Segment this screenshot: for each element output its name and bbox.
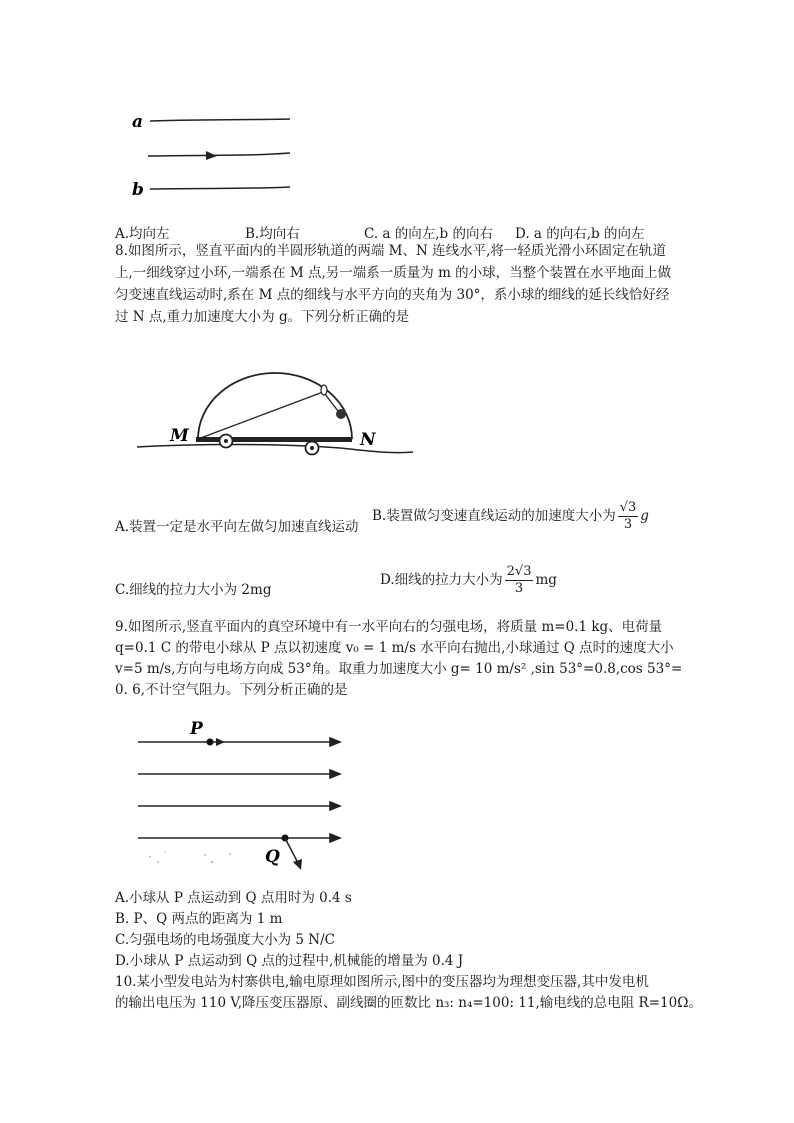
figure-q8-semicircle-track — [130, 365, 420, 465]
wire-b — [150, 187, 290, 189]
label-a: a — [132, 112, 144, 132]
fraction-sqrt3-over-3: $\frac{√3}{3}$ — [619, 500, 637, 532]
string-from-m — [198, 392, 323, 439]
q7-option-b: B.均向右 — [245, 226, 300, 242]
arrow-right-icon — [330, 738, 340, 746]
fraction-2sqrt3-over-3: $\frac{2√3}{3}$ — [506, 564, 532, 596]
q7-option-d: D. a 的向右,b 的向左 — [515, 226, 645, 242]
arrow-right-icon — [206, 151, 217, 160]
q9-line-4: 0. 6,不计空气阻力。下列分析正确的是 — [115, 682, 348, 698]
q8-line-4: 过 N 点,重力加速度大小为 g。下列分析正确的是 — [115, 309, 410, 325]
q9-line-2: q=0.1 C 的带电小球从 P 点以初速度 v₀ = 1 m/s 水平向右抛出,小球通过 Q 点时的速度大小 — [115, 640, 674, 656]
q7-option-a: A.均向左 — [115, 226, 170, 242]
q9-option-c: C.匀强电场的电场强度大小为 5 N/C — [115, 932, 336, 948]
q8-option-d: D.细线的拉力大小为 $\frac{2√3}{3}$ mg — [380, 564, 557, 596]
arrow-down-right-icon — [293, 859, 302, 870]
velocity-at-q — [285, 838, 298, 863]
q7-option-c: C. a 的向左,b 的向右 — [364, 226, 493, 242]
q9-line-3: v=5 m/s,方向与电场方向成 53°角。取重力加速度大小 g= 10 m/s² ,sin 53°=0.8,cos 53°= — [115, 661, 683, 677]
q10-line-2: 的输出电压为 110 V,降压变压器原、副线圈的匝数比 n₃: n₄=100: 11,输电线的总电阻 R=10Ω。 — [115, 995, 702, 1011]
scan-speckles — [149, 851, 231, 863]
q10-line-1: 10.某小型发电站为村寨供电,输电原理如图所示,图中的变压器均为理想变压器,其中发电机 — [115, 974, 649, 990]
q9-option-a: A.小球从 P 点运动到 Q 点用时为 0.4 s — [115, 890, 352, 906]
small-ring — [321, 385, 327, 395]
q8-line-1: 8.如图所示，竖直平面内的半圆形轨道的两端 M、N 连线水平,将一轻质光滑小环固定在轨道 — [115, 243, 666, 259]
q8-line-3: 匀变速直线运动时,系在 M 点的细线与水平方向的夹角为 30°，系小球的细线的延长线恰好经 — [115, 287, 670, 303]
initial-velocity-arrow-icon — [216, 738, 225, 746]
q8-option-a: A.装置一定是水平向左做匀加速直线运动 — [115, 519, 359, 535]
wire-a — [150, 119, 290, 121]
q9-line-1: 9.如图所示,竖直平面内的真空环境中有一水平向右的匀强电场，将质量 m=0.1 kg、电荷量 — [115, 619, 663, 635]
figure-q9-electric-field — [130, 712, 350, 877]
point-p — [207, 739, 214, 746]
ball — [336, 409, 346, 419]
label-q: Q — [265, 847, 280, 867]
arrow-right-icon — [330, 770, 340, 778]
q8-option-b: B.装置做匀变速直线运动的加速度大小为 $\frac{√3}{3}$ g — [372, 500, 649, 532]
arrow-right-icon — [330, 834, 340, 842]
q8-option-c: C.细线的拉力大小为 2mg — [115, 582, 272, 598]
string-to-ball — [325, 394, 338, 411]
q8-line-2: 上,一细线穿过小环,一端系在 M 点,另一端系一质量为 m 的小球，当整个装置在水平地面上做 — [115, 265, 672, 281]
q9-option-d: D.小球从 P 点运动到 Q 点的过程中,机械能的增量为 0.4 J — [115, 953, 464, 969]
current-line — [148, 153, 290, 156]
semicircle-track — [198, 373, 352, 439]
label-n: N — [360, 430, 376, 450]
q9-option-b: B. P、Q 两点的距离为 1 m — [115, 911, 283, 927]
arrow-right-icon — [330, 802, 340, 810]
label-p: P — [190, 719, 203, 739]
label-b: b — [132, 180, 144, 200]
label-m: M — [170, 426, 189, 446]
figure-q7-field-lines — [120, 105, 320, 205]
